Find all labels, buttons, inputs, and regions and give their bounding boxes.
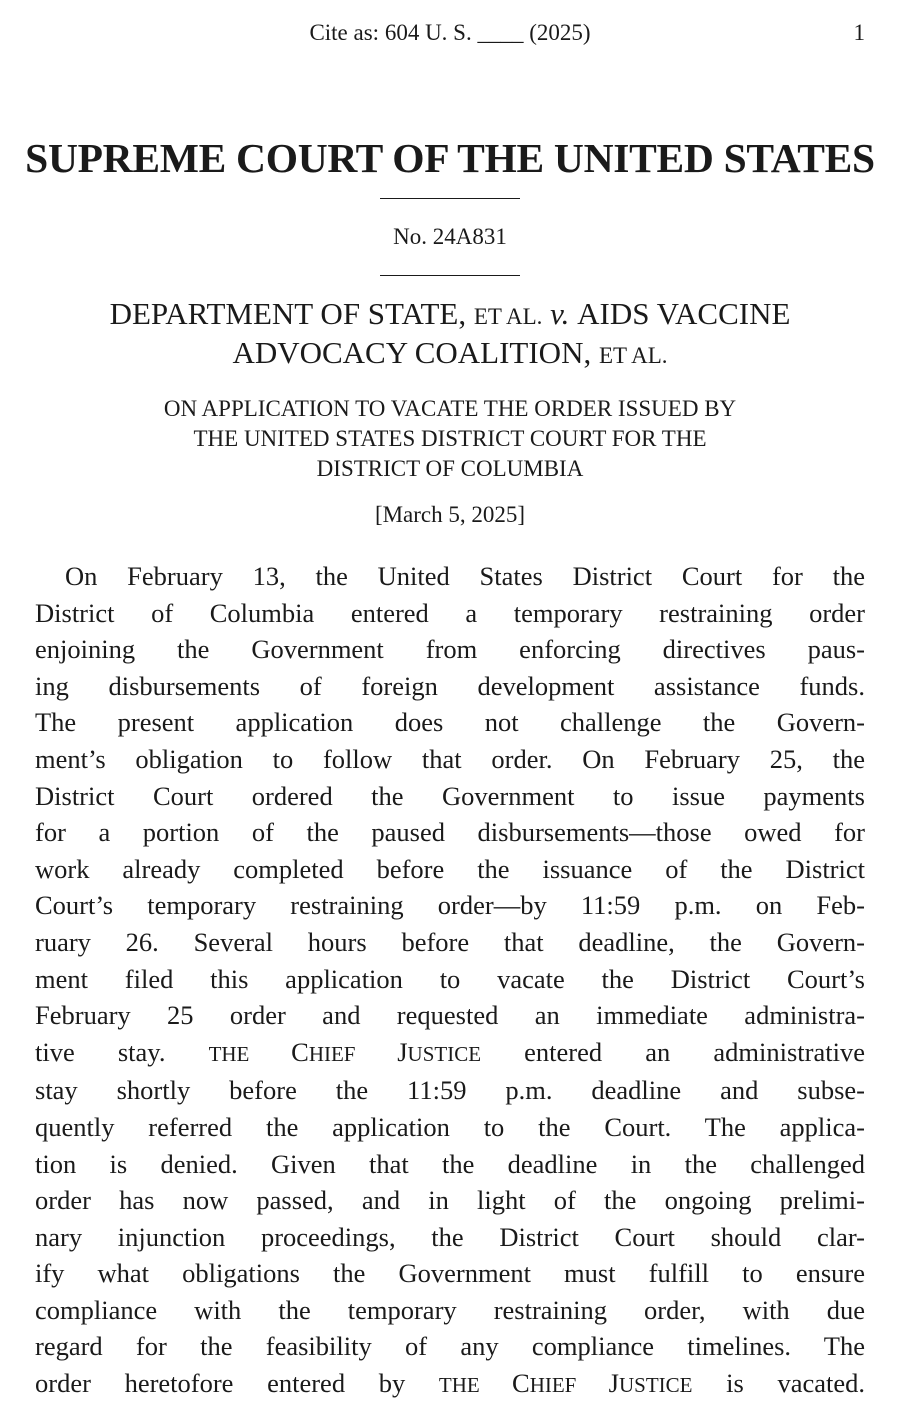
citation: Cite as: 604 U. S. ____ (2025) — [309, 20, 591, 45]
chief-justice-c: C — [512, 1368, 530, 1399]
body-line: compliance with the temporary restraining order, with due — [35, 1294, 865, 1325]
caption-party-2b: ADVOCACY COALITION, — [232, 335, 599, 370]
body-line: District Court ordered the Government to issue payments — [35, 780, 865, 811]
chief-justice-ustice: USTICE — [407, 1041, 482, 1066]
body-line-suffix: entered an administrative — [481, 1036, 865, 1067]
body-line: ment’s obligation to follow that order. On February 25, the — [35, 743, 865, 774]
case-caption — [0, 296, 900, 374]
chief-justice-the: THE — [208, 1041, 292, 1066]
body-line: nary injunction proceedings, the District Court should clar- — [35, 1221, 865, 1252]
body-line-prefix: order heretofore entered by — [35, 1368, 439, 1399]
chief-justice-ustice: USTICE — [618, 1373, 693, 1398]
chief-justice-j: J — [397, 1036, 408, 1067]
divider-top — [380, 198, 520, 199]
caption-party-1: DEPARTMENT OF STATE, — [109, 296, 474, 331]
decision-date: [March 5, 2025] — [374, 502, 526, 527]
body-line: order has now passed, and in light of the ongoing prelimi- — [35, 1185, 865, 1216]
docket-number: No. 24A831 — [393, 224, 507, 249]
body-line: Court’s temporary restraining order—by 11:59 p.m. on Feb- — [35, 890, 865, 921]
chief-justice-the: THE — [438, 1373, 512, 1398]
body-line-chief-justice — [35, 1365, 865, 1404]
body-line: ing disbursements of foreign development assistance funds. — [35, 670, 865, 701]
divider-bottom — [380, 275, 520, 276]
body-line: enjoining the Government from enforcing directives paus- — [35, 634, 865, 665]
body-line: tion is denied. Given that the deadline in the challenged — [35, 1148, 865, 1179]
body-line: The present application does not challenge the Govern- — [35, 707, 865, 738]
chief-justice-hief: HIEF — [529, 1373, 609, 1398]
body-line: ify what obligations the Government must fulfill to ensure — [35, 1258, 865, 1289]
application-line: DISTRICT OF COLUMBIA — [316, 456, 584, 481]
body-line: ment filed this application to vacate the District Court’s — [35, 963, 865, 994]
body-line: ruary 26. Several hours before that deadline, the Govern- — [35, 926, 865, 957]
body-line: for a portion of the paused disbursements—those owed for — [35, 817, 865, 848]
chief-justice-c: C — [291, 1036, 309, 1067]
application-heading — [0, 394, 900, 484]
running-head — [0, 18, 900, 50]
body-line: stay shortly before the 11:59 p.m. deadline and subse- — [35, 1075, 865, 1106]
body-line: February 25 order and requested an immediate administra- — [35, 1000, 865, 1031]
body-line-prefix: tive stay. — [35, 1036, 209, 1067]
body-line: quently referred the application to the Court. The applica- — [35, 1111, 865, 1142]
body-line: On February 13, the United States District Court for the — [65, 561, 865, 591]
application-line: THE UNITED STATES DISTRICT COURT FOR THE — [193, 426, 707, 451]
body-line-suffix: is vacated. — [692, 1368, 865, 1399]
caption-et-al-1: ET AL. — [473, 304, 543, 329]
chief-justice-j: J — [608, 1368, 619, 1399]
body-line: District of Columbia entered a temporary restraining order — [35, 597, 865, 628]
page-number: 1 — [853, 20, 865, 45]
caption-party-2a: AIDS VACCINE — [577, 296, 791, 331]
court-title: SUPREME COURT OF THE UNITED STATES — [25, 135, 875, 181]
caption-versus: v. — [542, 296, 578, 331]
body-line-chief-justice — [35, 1034, 865, 1073]
opinion-body — [35, 558, 865, 1404]
body-line: regard for the feasibility of any compliance timelines. The — [35, 1331, 865, 1362]
application-line: ON APPLICATION TO VACATE THE ORDER ISSUED BY — [163, 396, 737, 421]
body-line: work already completed before the issuance of the District — [35, 853, 865, 884]
caption-et-al-2: ET AL. — [598, 343, 668, 368]
chief-justice-hief: HIEF — [308, 1041, 398, 1066]
